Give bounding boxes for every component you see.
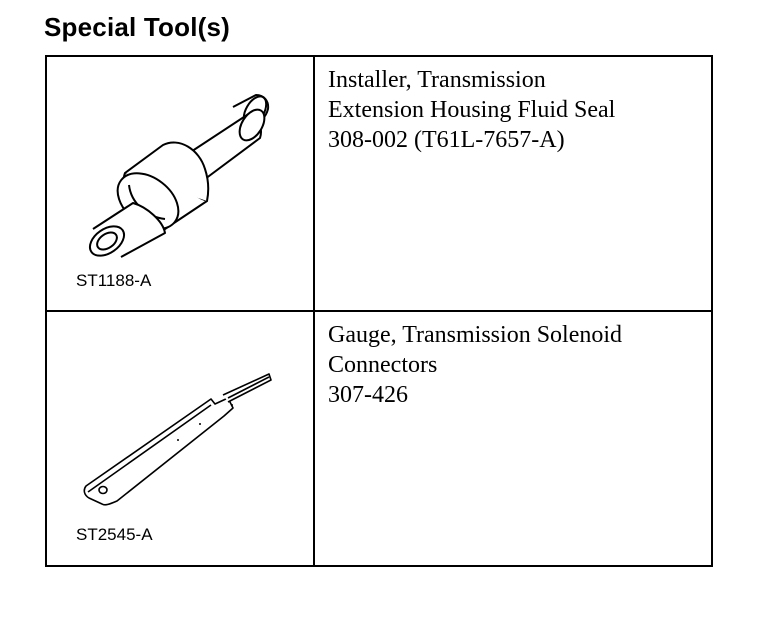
- tool-image-cell: [47, 57, 315, 310]
- tool-row: [47, 312, 711, 565]
- tool-code: ST2545-A: [76, 525, 153, 544]
- tool-code: ST1188-A: [76, 271, 152, 290]
- tool-description: [315, 57, 711, 310]
- tool-image-cell: [47, 312, 315, 565]
- tool-description: [315, 312, 711, 565]
- tool-part-number: 308-002 (T61L-7657-A): [328, 127, 565, 153]
- tool-name: Installer, Transmission: [328, 67, 546, 93]
- special-tools-table: [45, 55, 713, 567]
- tool-name-continued: Connectors: [328, 352, 438, 378]
- tool-name: Gauge, Transmission Solenoid: [328, 322, 623, 348]
- tool-row: [47, 57, 711, 312]
- tool-part-number: 307-426: [328, 382, 408, 408]
- section-heading: Special Tool(s): [44, 12, 230, 42]
- tool-name-continued: Extension Housing Fluid Seal: [328, 97, 616, 123]
